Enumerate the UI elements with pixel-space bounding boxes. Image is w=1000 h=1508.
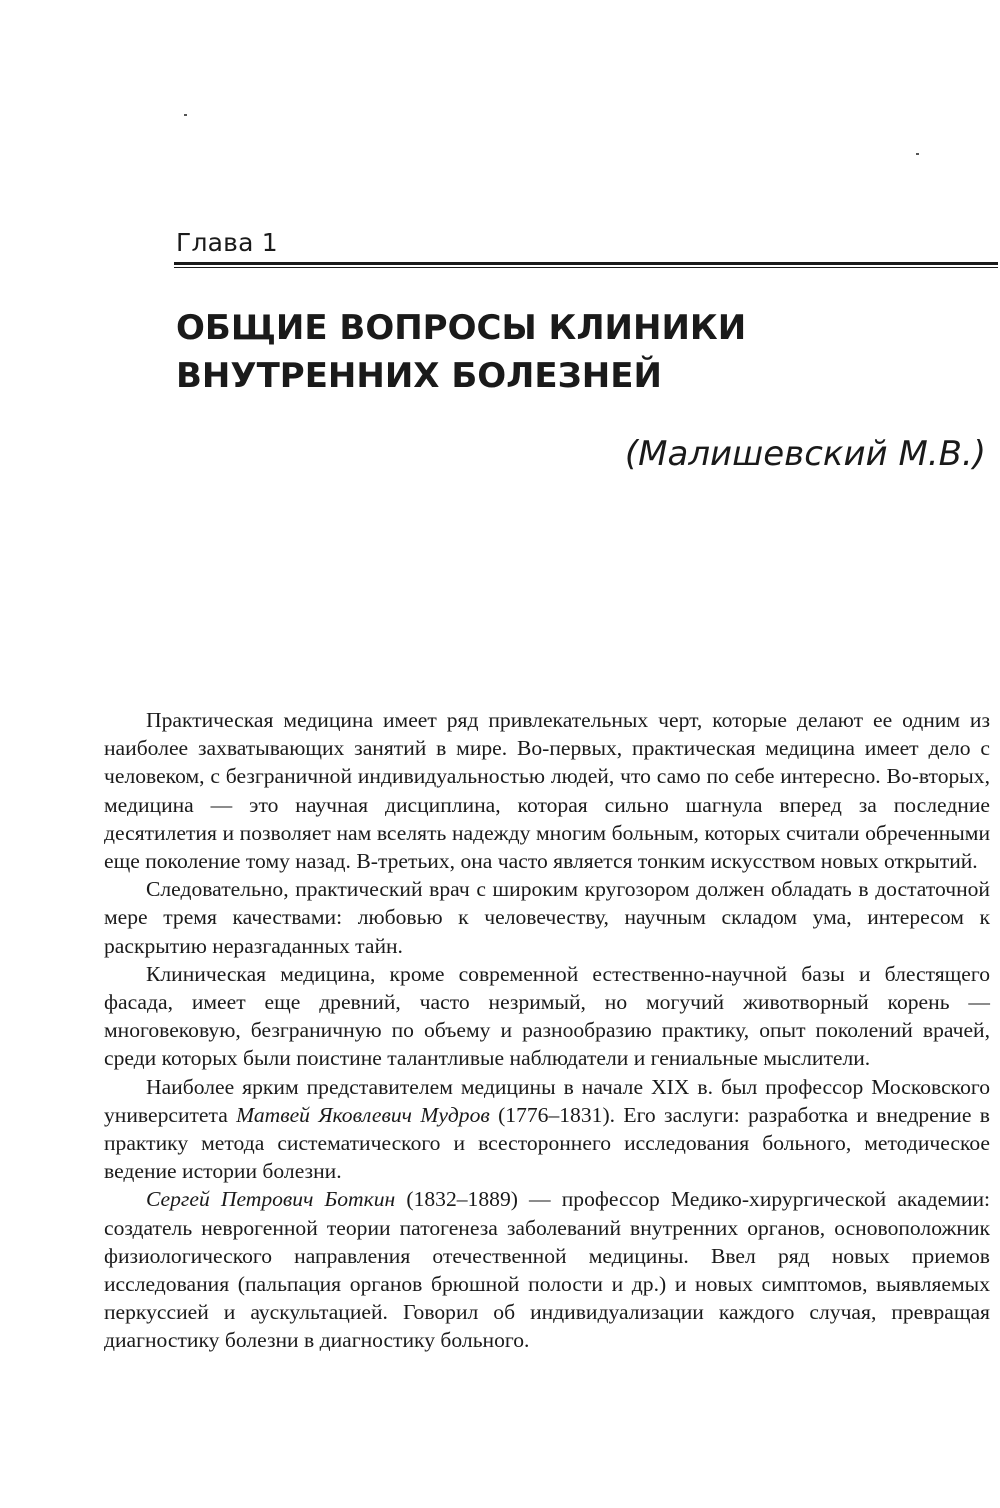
paragraph-4-text-start: Наиболее ярким представителем медицины в начале XIX в. был профессор Московского университета: [104, 1074, 990, 1127]
chapter-author: (Малишевский М.В.): [624, 434, 986, 474]
paragraph-4-text-end: (1776–1831). Его заслуги: разработка и внедрение в практику метода систематического и всестороннего исследования больного, методическое ведение истории болезни.: [104, 1102, 990, 1184]
paragraph-4: [104, 1073, 990, 1186]
scan-speck: [184, 114, 187, 116]
paragraph-1: Практическая медицина имеет ряд привлекательных черт, которые делают ее одним из наиболее захватывающих занятий в мире. Во-первых, практическая медицина имеет дело с человеком, с безграничной индивидуальностью людей, что само по себе интересно. Во-вторых, медицина — это научная дисциплина, которая сильно шагнула вперед за последние десятилетия и позволяет нам вселять надежду многим больным, которых считали обреченными еще поколение тому назад. В-третьих, она часто является тонким искусством новых открытий.: [104, 708, 990, 874]
paragraph-5-text: (1832–1889) — профессор Медико-хирургической академии: создатель неврогенной теории патогенеза заболеваний внутренних органов, основоположник физиологического направления отечественной медицины. Ввел ряд новых приемов исследования (пальпация органов брюшной полости и др.) и новых симптомов, выявляемых перкуссией и аускультацией. Говорил об индивидуализации каждого случая, превращая диагностику болезни в диагностику больного.: [104, 1187, 991, 1353]
paragraph-5: [104, 1185, 990, 1354]
chapter-title: [176, 304, 746, 400]
person-name-botkin: Сергей Петрович Боткин: [146, 1187, 396, 1212]
scan-speck: [916, 153, 919, 155]
chapter-title-line-2: ВНУТРЕННИХ БОЛЕЗНЕЙ: [176, 356, 662, 396]
person-name-mudrov: Матвей Яковлевич Мудров: [236, 1102, 490, 1127]
chapter-rule-thin: [174, 267, 998, 268]
paragraph-3: Клиническая медицина, кроме современной естественно-научной базы и блестящего фасада, имеет еще древний, часто незримый, но могучий животворный корень — многовековую, безграничную по объему и разнообразию практику, опыт поколений врачей, среди которых были поистине талантливые наблюдатели и гениальные мыслители.: [104, 961, 990, 1071]
chapter-rule-thick: [174, 262, 998, 265]
chapter-title-line-1: ОБЩИЕ ВОПРОСЫ КЛИНИКИ: [176, 308, 747, 348]
chapter-label: Глава 1: [176, 228, 278, 257]
paragraph-2: Следовательно, практический врач с широким кругозором должен обладать в достаточной мере тремя качествами: любовью к человечеству, научным складом ума, интересом к раскрытию неразгаданных тайн.: [104, 877, 990, 958]
body-text: [104, 706, 990, 1355]
